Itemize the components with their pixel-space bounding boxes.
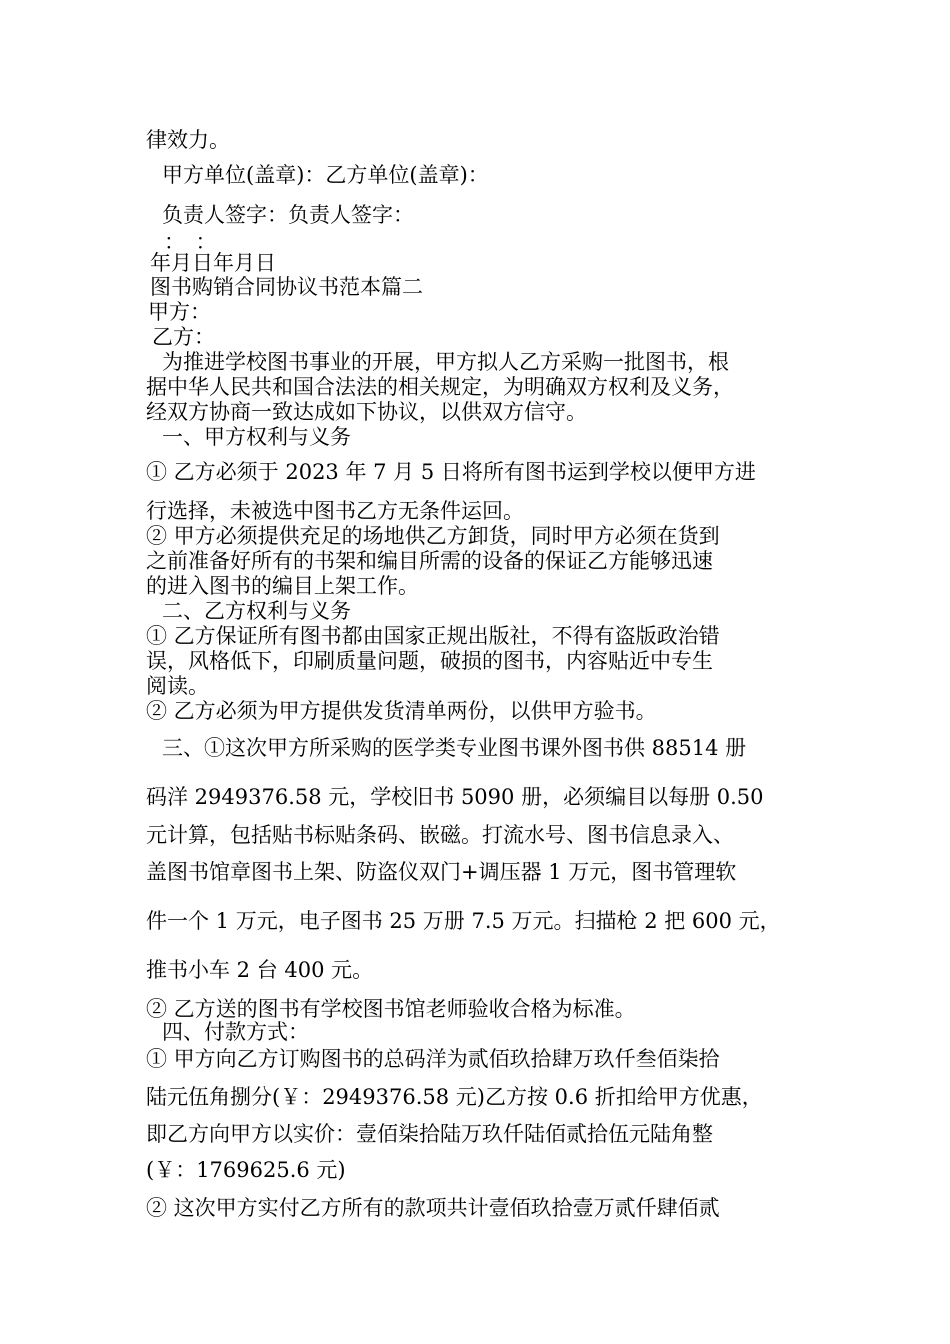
date-line: 年月日年月日 [150, 251, 276, 275]
text-line: 之前准备好所有的书架和编目所需的设备的保证乙方能够迅速 [146, 549, 713, 573]
section-title: 图书购销合同协议书范本篇二 [150, 275, 423, 299]
text-line: 推书小车 2 台 400 元。 [146, 958, 374, 982]
text-line: 件一个 1 万元，电子图书 25 万册 7.5 万元。扫描枪 2 把 600 元， [146, 909, 781, 933]
text-line: 误，风格低下，印刷质量问题，破损的图书，内容贴近中专生 [146, 649, 713, 673]
signature-line: 负责人签字：负责人签字： [162, 203, 414, 227]
text-line: ① 乙方必须于 2023 年 7 月 5 日将所有图书运到学校以便甲方进 [146, 460, 756, 484]
heading-2: 二、乙方权利与义务 [162, 599, 351, 623]
heading-1: 一、甲方权利与义务 [162, 425, 351, 449]
text-line: 据中华人民共和国合法法的相关规定，为明确双方权利及义务， [146, 375, 734, 399]
text-line: 盖图书馆章图书上架、防盗仪双门+调压器 1 万元，图书管理软 [146, 860, 737, 884]
text-line: 即乙方向甲方以实价：壹佰柒拾陆万玖仟陆佰贰拾伍元陆角整 [146, 1122, 713, 1146]
text-line: 阅读。 [146, 674, 209, 698]
heading-3: 三、①这次甲方所采购的医学类专业图书课外图书供 88514 册 [162, 736, 747, 760]
text-line: ② 甲方必须提供充足的场地供乙方卸货，同时甲方必须在货到 [146, 524, 720, 548]
text-line: 经双方协商一致达成如下协议，以供双方信守。 [146, 400, 587, 424]
text-line: 码洋 2949376.58 元，学校旧书 5090 册，必须编目以每册 0.50 [146, 785, 764, 809]
text-line: 陆元伍角捌分(￥：2949376.58 元)乙方按 0.6 折扣给甲方优惠， [146, 1085, 763, 1109]
heading-4: 四、付款方式： [162, 1020, 309, 1044]
text-line: ② 乙方必须为甲方提供发货清单两份，以供甲方验书。 [146, 699, 657, 723]
text-line: ① 乙方保证所有图书都由国家正规出版社，不得有盗版政治错 [146, 624, 720, 648]
text-line: 的进入图书的编目上架工作。 [146, 574, 419, 598]
text-line: (￥：1769625.6 元) [146, 1158, 346, 1182]
text-line: ② 乙方送的图书有学校图书馆老师验收合格为标准。 [146, 997, 636, 1021]
text-line: ② 这次甲方实付乙方所有的款项共计壹佰玖拾壹万贰仟肆佰贰 [146, 1196, 720, 1220]
text-line: 行选择，未被选中图书乙方无条件运回。 [146, 499, 524, 523]
party-a-label: 甲方： [148, 300, 211, 324]
text-line: ① 甲方向乙方订购图书的总码洋为贰佰玖拾肆万玖仟叁佰柒拾 [146, 1047, 720, 1071]
party-a-seal-line: 甲方单位(盖章)：乙方单位(盖章)： [162, 163, 489, 187]
text-line: 元计算，包括贴书标贴条码、嵌磁。打流水号、图书信息录入、 [146, 823, 734, 847]
party-b-label: 乙方： [152, 325, 215, 349]
colon-line: ： ： [164, 230, 217, 254]
text-line: 为推进学校图书事业的开展，甲方拟人乙方采购一批图书，根 [162, 350, 729, 374]
text-line: 律效力。 [146, 128, 230, 152]
